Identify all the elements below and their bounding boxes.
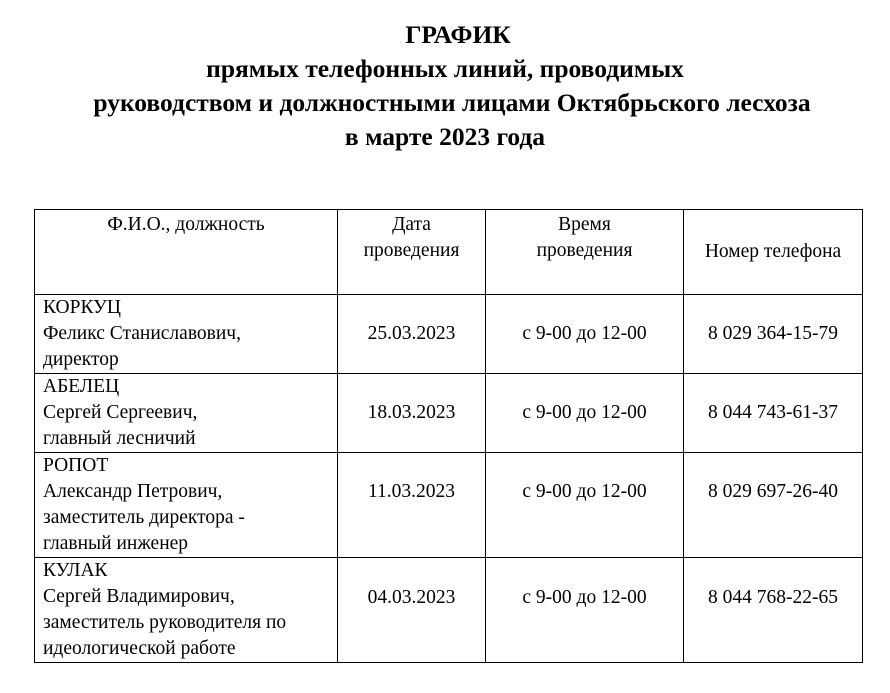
header-phone: Номер телефона <box>684 210 863 295</box>
table-row <box>35 374 863 453</box>
header-time-line-2: проведения <box>536 240 633 261</box>
date-cell: 04.03.2023 <box>338 558 486 663</box>
header-person: Ф.И.О., должность <box>35 210 338 295</box>
table-row <box>35 558 863 663</box>
person-surname: РОПОТ <box>43 455 109 476</box>
date-cell: 18.03.2023 <box>338 374 486 453</box>
schedule-table <box>34 209 863 663</box>
header-date-line-1: Дата <box>392 214 431 235</box>
phone-cell: 8 029 697-26-40 <box>684 453 863 558</box>
time-cell: с 9-00 до 12-00 <box>486 558 684 663</box>
person-surname: КУЛАК <box>43 560 108 581</box>
person-surname: АБЕЛЕЦ <box>43 376 120 397</box>
person-surname: КОРКУЦ <box>43 297 121 318</box>
document-heading <box>0 18 890 154</box>
date-cell: 11.03.2023 <box>338 453 486 558</box>
header-time <box>486 210 684 295</box>
heading-line-2: прямых телефонных линий, проводимых <box>206 54 684 83</box>
person-name: Сергей Владимирович, <box>43 586 235 607</box>
person-name: Александр Петрович, <box>43 481 223 502</box>
person-name: Феликс Станиславович, <box>43 323 241 344</box>
header-date <box>338 210 486 295</box>
header-time-line-1: Время <box>558 214 611 235</box>
person-position: директор <box>43 349 119 370</box>
person-cell <box>35 558 338 663</box>
phone-cell: 8 044 768-22-65 <box>684 558 863 663</box>
table-row <box>35 453 863 558</box>
person-name: Сергей Сергеевич, <box>43 402 198 423</box>
person-cell <box>35 374 338 453</box>
person-position-line-2: главный инженер <box>43 533 189 554</box>
person-position: заместитель директора - <box>43 507 245 528</box>
table-header-row <box>35 210 863 295</box>
person-cell <box>35 295 338 374</box>
person-position-line-2: идеологической работе <box>43 638 236 659</box>
heading-line-3: руководством и должностными лицами Октябрьского лесхоза <box>93 88 811 117</box>
person-cell <box>35 453 338 558</box>
header-date-line-2: проведения <box>363 240 460 261</box>
time-cell: с 9-00 до 12-00 <box>486 295 684 374</box>
date-cell: 25.03.2023 <box>338 295 486 374</box>
heading-line-4: в марте 2023 года <box>344 122 546 151</box>
person-position: заместитель руководителя по <box>43 612 287 633</box>
table-row <box>35 295 863 374</box>
phone-cell: 8 044 743-61-37 <box>684 374 863 453</box>
time-cell: с 9-00 до 12-00 <box>486 453 684 558</box>
person-position: главный лесничий <box>43 428 196 449</box>
page-title: ГРАФИК <box>405 20 511 49</box>
time-cell: с 9-00 до 12-00 <box>486 374 684 453</box>
phone-cell: 8 029 364-15-79 <box>684 295 863 374</box>
